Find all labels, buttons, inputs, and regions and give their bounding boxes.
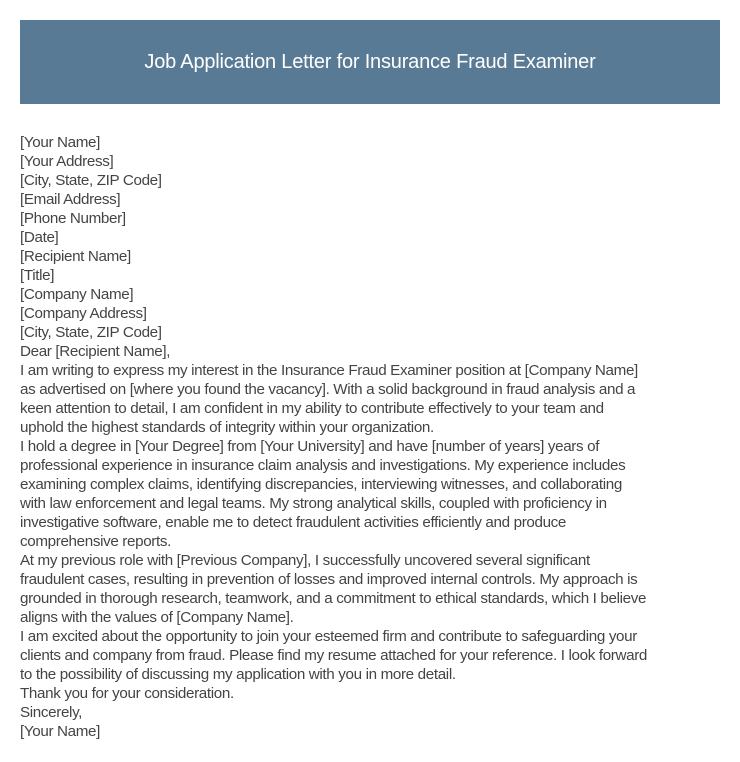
sign-off: Sincerely, xyxy=(20,704,83,721)
closing-thanks: Thank you for your consideration. xyxy=(20,685,234,702)
company-name: [Company Name] xyxy=(20,286,134,303)
paragraph-2-line: examining complex claims, identifying discrepancies, interviewing witnesses, and collaborating xyxy=(20,476,622,493)
paragraph-3-line: aligns with the values of [Company Name]. xyxy=(20,609,294,626)
paragraph-2-line: professional experience in insurance claim analysis and investigations. My experience includes xyxy=(20,457,626,474)
paragraph-1-line: I am writing to express my interest in the Insurance Fraud Examiner position at [Company Name] xyxy=(20,362,638,379)
recipient-name: [Recipient Name] xyxy=(20,248,131,265)
sender-phone: [Phone Number] xyxy=(20,210,126,227)
paragraph-3-line: At my previous role with [Previous Company], I successfully uncovered several significant xyxy=(20,552,590,569)
sender-email: [Email Address] xyxy=(20,191,121,208)
paragraph-1-line: uphold the highest standards of integrity within your organization. xyxy=(20,419,434,436)
paragraph-3-line: fraudulent cases, resulting in prevention of losses and improved internal controls. My approach is xyxy=(20,571,638,588)
recipient-title: [Title] xyxy=(20,267,55,284)
paragraph-2-line: comprehensive reports. xyxy=(20,533,171,550)
paragraph-2-line: I hold a degree in [Your Degree] from [Your University] and have [number of years] years of xyxy=(20,438,600,455)
paragraph-4-line: I am excited about the opportunity to join your esteemed firm and contribute to safeguarding your xyxy=(20,628,637,645)
paragraph-2-line: with law enforcement and legal teams. My strong analytical skills, coupled with proficiency in xyxy=(20,495,607,512)
sender-city-state-zip: [City, State, ZIP Code] xyxy=(20,172,162,189)
sender-address: [Your Address] xyxy=(20,153,114,170)
salutation: Dear [Recipient Name], xyxy=(20,343,171,360)
letter-date: [Date] xyxy=(20,229,59,246)
company-city-state-zip: [City, State, ZIP Code] xyxy=(20,324,162,341)
signature-name: [Your Name] xyxy=(20,723,101,740)
title-banner xyxy=(20,20,720,104)
paragraph-4-line: to the possibility of discussing my application with you in more detail. xyxy=(20,666,456,683)
paragraph-1-line: keen attention to detail, I am confident in my ability to contribute effectively to your team and xyxy=(20,400,604,417)
paragraph-1-line: as advertised on [where you found the vacancy]. With a solid background in fraud analysis and a xyxy=(20,381,636,398)
sender-name: [Your Name] xyxy=(20,134,101,151)
paragraph-2-line: investigative software, enable me to detect fraudulent activities efficiently and produce xyxy=(20,514,567,531)
company-address: [Company Address] xyxy=(20,305,147,322)
paragraph-3-line: grounded in thorough research, teamwork, and a commitment to ethical standards, which I believe xyxy=(20,590,647,607)
paragraph-4-line: clients and company from fraud. Please find my resume attached for your reference. I look forward xyxy=(20,647,648,664)
page-title: Job Application Letter for Insurance Fraud Examiner xyxy=(144,50,596,73)
letter-body xyxy=(20,133,730,741)
